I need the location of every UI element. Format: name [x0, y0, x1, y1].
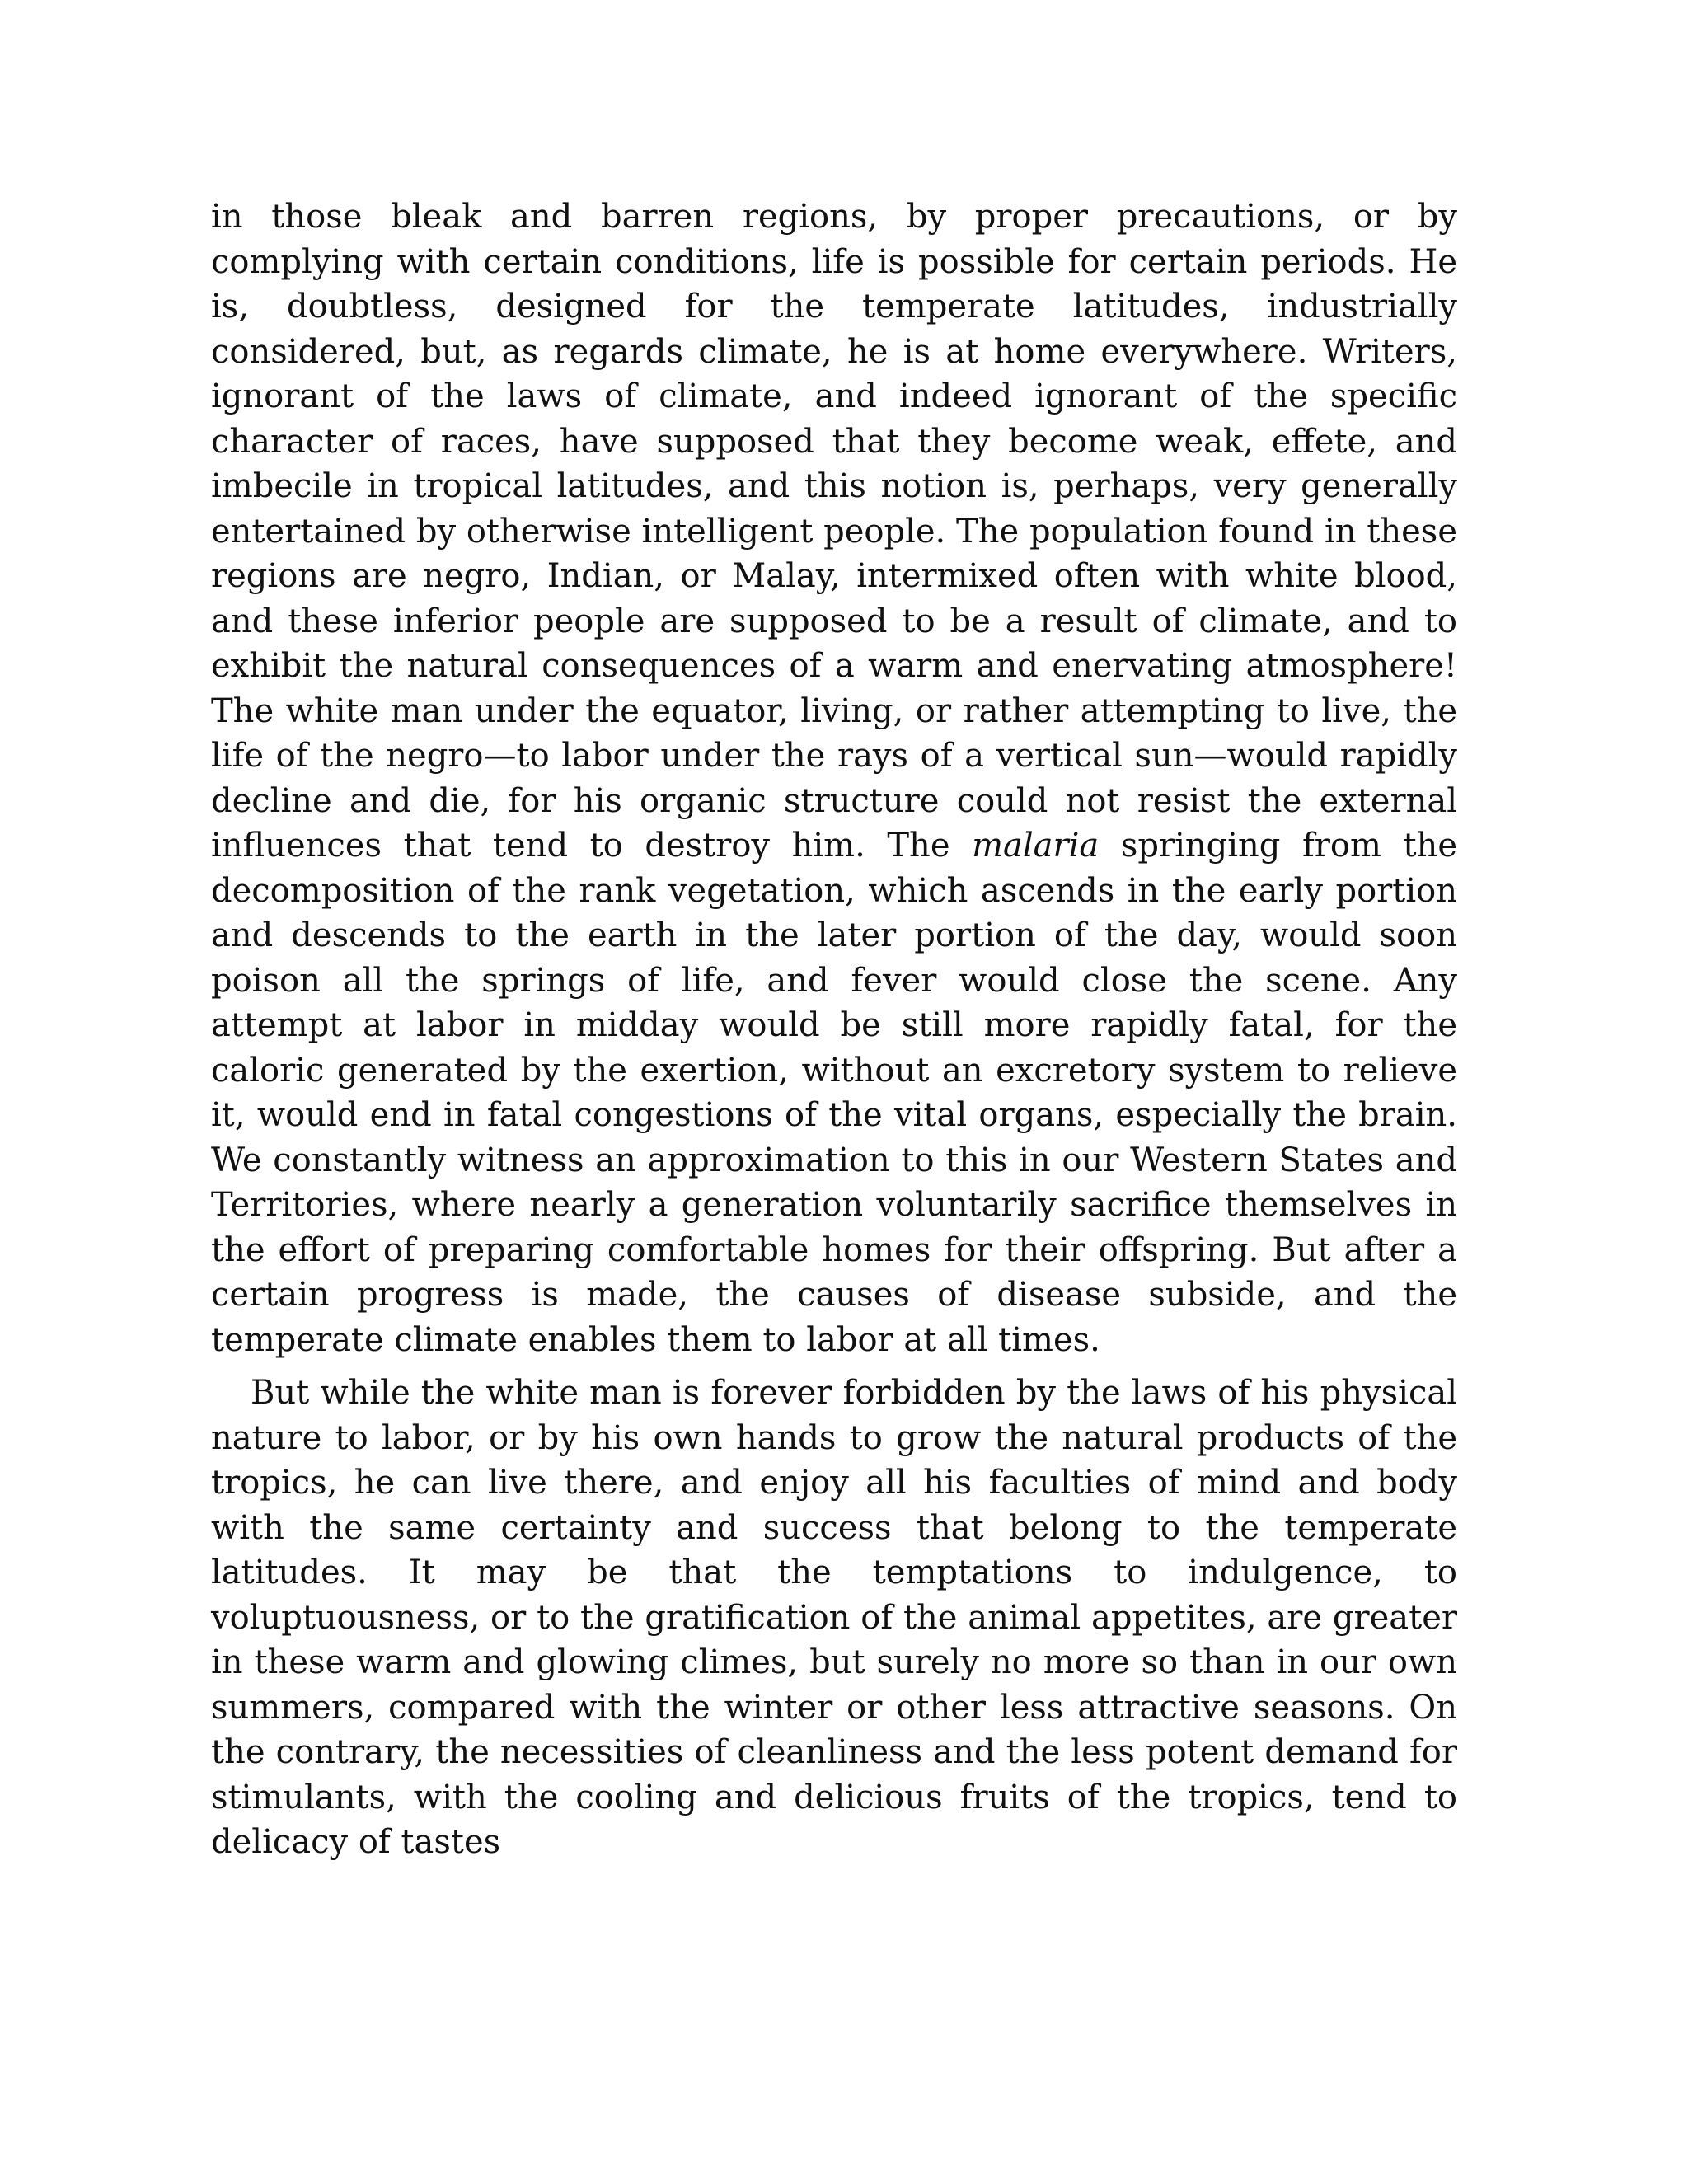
page-body [211, 194, 1457, 1865]
paragraph-1-text-a: in those bleak and barren regions, by proper precautions, or by complying with certain conditions, life is possible for certain periods. He is, doubtless, designed for the temperate latitudes, industrially considered, but, as regards climate, he is at home everywhere. Writers, ignorant of the laws of climate, and indeed ignorant of the specific character of races, have supposed that they become weak, effete, and imbecile in tropical latitudes, and this notion is, perhaps, very generally entertained by otherwise intelligent people. The population found in these regions are negro, Indian, or Malay, intermixed often with white blood, and these inferior people are supposed to be a result of climate, and to exhibit the natural consequences of a warm and enervating atmosphere! The white man under the equator, living, or rather attempting to live, the life of the negro—to labor under the rays of a vertical sun—would rapidly decline and die, for his organic structure could not resist the external influences that tend to destroy him. The [211, 198, 1457, 865]
paragraph-2: But while the white man is forever forbidden by the laws of his physical nature to labor, or by his own hands to grow the natural products of the tropics, he can live there, and enjoy all his faculties of mind and body with the same certainty and success that belong to the temperate latitudes. It may be that the temptations to indulgence, to voluptuousness, or to the gratification of the animal appetites, are greater in these warm and glowing climes, but surely no more so than in our own summers, compared with the winter or other less attractive seasons. On the contrary, the necessities of cleanliness and the less potent demand for stimulants, with the cooling and delicious fruits of the tropics, tend to delicacy of tastes [211, 1374, 1457, 1861]
paragraph-1 [211, 194, 1457, 1362]
italic-term-malaria: malaria [972, 827, 1100, 865]
paragraph-1-text-b: springing from the decomposition of the rank vegetation, which ascends in the early portion and descends to the earth in the later portion of the day, would soon poison all the springs of life, and fever would close the scene. Any attempt at labor in midday would be still more rapidly fatal, for the caloric generated by the exertion, without an excretory system to relieve it, would end in fatal congestions of the vital organs, especially the brain. We constantly witness an approximation to this in our Western States and Territories, where nearly a generation voluntarily sacrifice themselves in the effort of preparing comfortable homes for their offspring. But after a certain progress is made, the causes of disease subside, and the temperate climate enables them to labor at all times. [211, 827, 1457, 1359]
